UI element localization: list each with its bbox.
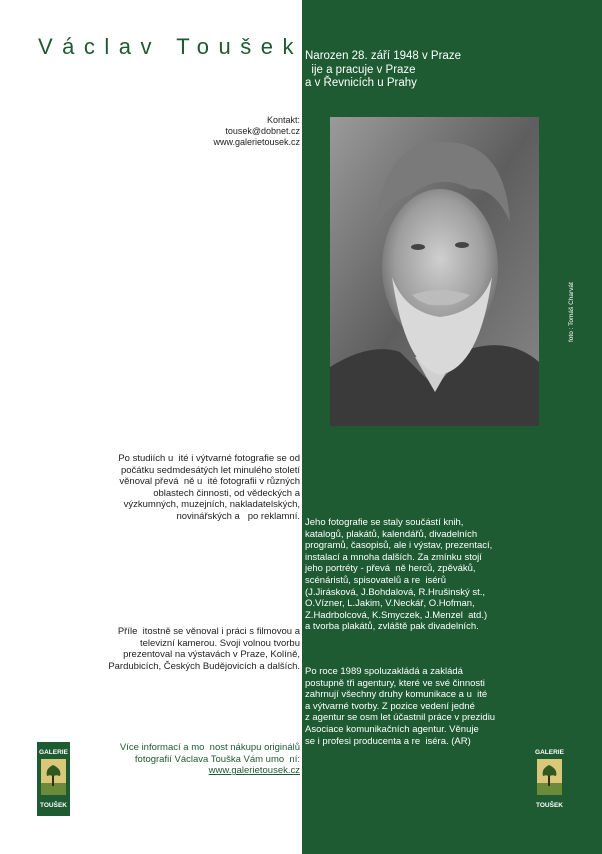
text-line: se i profesi producenta a re iséra. (AR) xyxy=(305,735,471,747)
text-line: Asociace komunikačních agentur. Věnuje xyxy=(305,723,479,735)
text-line: scénáristů, spisovatelů a re isérů xyxy=(305,574,446,586)
page-title: Václav Toušek xyxy=(38,34,303,59)
contact-email[interactable]: tousek@dobnet.cz xyxy=(225,126,300,136)
bio-paragraph-3 xyxy=(305,517,492,633)
logo-bottom-text: TOUŠEK xyxy=(536,802,563,809)
bio-paragraph-2 xyxy=(108,626,300,672)
text-line: jeho portréty - převá ně herců, zpěváků, xyxy=(305,563,476,575)
contact-web[interactable]: www.galerietousek.cz xyxy=(213,137,300,147)
text-line: počátku sedmdesátých let minulého století xyxy=(120,464,300,476)
text-line: Po roce 1989 spoluzakládá a zakládá xyxy=(305,666,463,677)
gallery-logo-icon xyxy=(533,742,566,816)
logo-top-text: GALERIE xyxy=(39,749,68,756)
text-line: Příle itostně se věnoval i práci s filmovou a xyxy=(117,626,300,637)
text-line: O.Vízner, L.Jakim, V.Neckář, O.Hofman, xyxy=(305,598,475,610)
gallery-link[interactable]: www.galerietousek.cz xyxy=(208,765,300,777)
logo-top-text: GALERIE xyxy=(535,749,564,756)
text-line: věnoval převá ně u ité fotografii v různých xyxy=(119,476,300,488)
text-line: katalogů, plakátů, kalendářů, divadelních xyxy=(305,528,478,540)
bio-paragraph-4 xyxy=(305,666,495,747)
text-line: výzkumných, muzejních, nakladatelských, xyxy=(123,499,300,511)
text-line: instalací a mnoha dalších. Za zmínku stojí xyxy=(305,551,482,563)
contact-label: Kontakt: xyxy=(266,115,300,125)
birth-info xyxy=(305,50,461,91)
text-line: Z.Hadrbolcová, K.Smyczek, J.Menzel atd.) xyxy=(305,609,488,621)
text-line: zahrnují všechny druhy komunikace a u ité xyxy=(305,689,488,701)
text-line: televizní kamerou. Svoji volnou tvorbu xyxy=(140,637,300,649)
info-line: Více informací a mo nost nákupu originálů xyxy=(119,742,300,753)
gallery-logo-left xyxy=(37,742,70,816)
text-line: novinářských a po reklamní. xyxy=(176,510,300,522)
portrait-photo xyxy=(330,117,539,426)
text-line: postupně tři agentury, které ve své činnosti xyxy=(305,677,485,689)
birth-line: Narozen 28. září 1948 v Praze xyxy=(305,50,461,62)
purchase-info xyxy=(120,742,300,777)
text-line: (J.Jirásková, J.Bohdalová, R.Hrušinský st., xyxy=(305,586,486,598)
info-line: fotografií Václava Touška Vám umo ní: xyxy=(134,753,300,765)
contact-block xyxy=(213,115,300,148)
text-line: z agentur se osm let účastnil práce v prezidiu xyxy=(305,712,496,724)
text-line: Jeho fotografie se staly součástí knih, xyxy=(305,517,464,528)
residence-line-2: a v Řevnicích u Prahy xyxy=(305,77,417,89)
text-line: Pardubicích, Českých Budějovicích a dalších. xyxy=(108,660,300,672)
logo-bottom-text: TOUŠEK xyxy=(40,802,67,809)
portrait-image xyxy=(330,117,539,426)
text-line: a tvorba plakátů, zvláště pak divadelních. xyxy=(305,621,479,633)
bio-paragraph-1 xyxy=(118,453,300,523)
text-line: Po studiích u ité i výtvarné fotografie se od xyxy=(118,453,300,464)
gallery-logo-right xyxy=(533,742,566,816)
photo-credit: foto : Tomáš Charvát xyxy=(568,282,575,342)
gallery-logo-icon xyxy=(37,742,70,816)
text-line: oblastech činnosti, od vědeckých a xyxy=(153,487,300,499)
text-line: programů, časopisů, ale i výstav, prezentací, xyxy=(305,540,493,552)
text-line: prezentoval na výstavách v Praze, Kolíně, xyxy=(123,649,300,661)
residence-line: ije a pracuje v Praze xyxy=(305,63,416,76)
text-line: a výtvarné tvorby. Z pozice vedení jedné xyxy=(305,700,475,712)
